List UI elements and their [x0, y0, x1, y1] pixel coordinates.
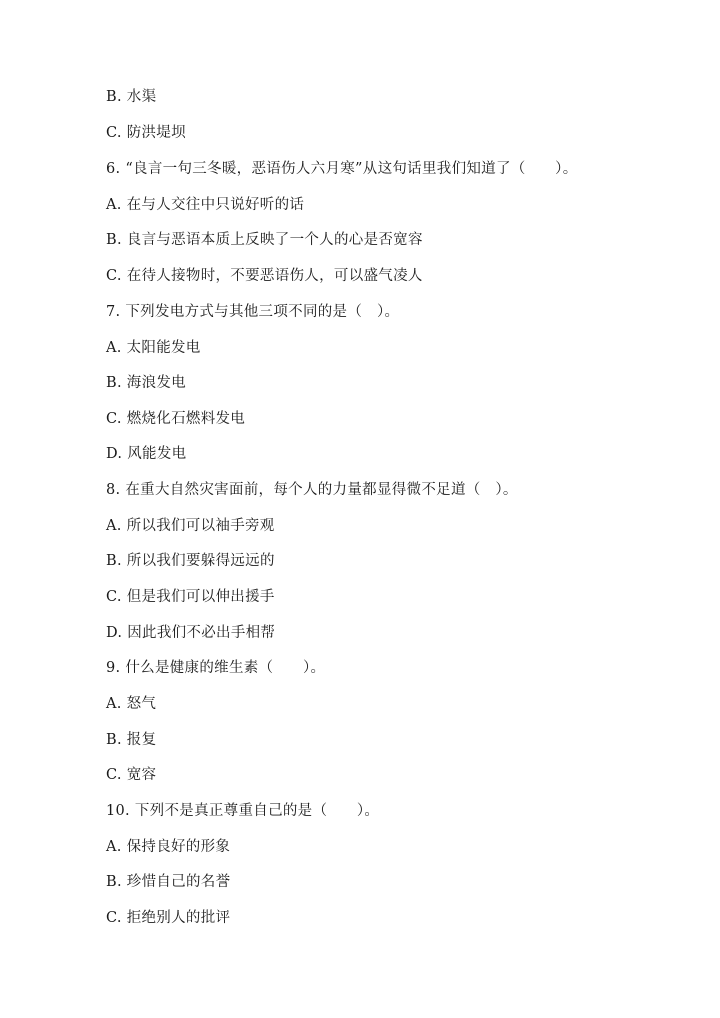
question-7: 7. 下列发电方式与其他三项不同的是（ ）。	[106, 304, 400, 320]
question-6: 6. “良言一句三冬暖，恶语伤人六月寒”从这句话里我们知道了（ ）。	[106, 161, 578, 177]
q7-option-d: D. 风能发电	[106, 446, 187, 462]
q9-option-b: B. 报复	[106, 732, 157, 748]
q8-option-c: C. 但是我们可以伸出援手	[106, 589, 275, 605]
q9-option-c: C. 宽容	[106, 767, 157, 783]
q10-option-b: B. 珍惜自己的名誉	[106, 874, 231, 890]
question-9: 9. 什么是健康的维生素（ ）。	[106, 660, 326, 676]
q7-option-a: A. 太阳能发电	[106, 340, 201, 356]
q8-option-d: D. 因此我们不必出手相帮	[106, 625, 276, 641]
question-8: 8. 在重大自然灾害面前，每个人的力量都显得微不足道（ ）。	[106, 482, 518, 498]
q5-option-c: C. 防洪堤坝	[106, 125, 186, 141]
q10-option-a: A. 保持良好的形象	[106, 839, 231, 855]
q8-option-a: A. 所以我们可以袖手旁观	[106, 518, 275, 534]
q6-option-c: C. 在待人接物时，不要恶语伤人，可以盛气凌人	[106, 268, 423, 284]
q8-option-b: B. 所以我们要躲得远远的	[106, 553, 275, 569]
q10-option-c: C. 拒绝别人的批评	[106, 910, 231, 926]
q5-option-b: B. 水渠	[106, 89, 157, 105]
q9-option-a: A. 怒气	[106, 696, 157, 712]
q7-option-c: C. 燃烧化石燃料发电	[106, 411, 246, 427]
q7-option-b: B. 海浪发电	[106, 375, 186, 391]
q6-option-a: A. 在与人交往中只说好听的话	[106, 197, 305, 213]
question-10: 10. 下列不是真正尊重自己的是（ ）。	[106, 803, 380, 819]
q6-option-b: B. 良言与恶语本质上反映了一个人的心是否宽容	[106, 232, 423, 248]
